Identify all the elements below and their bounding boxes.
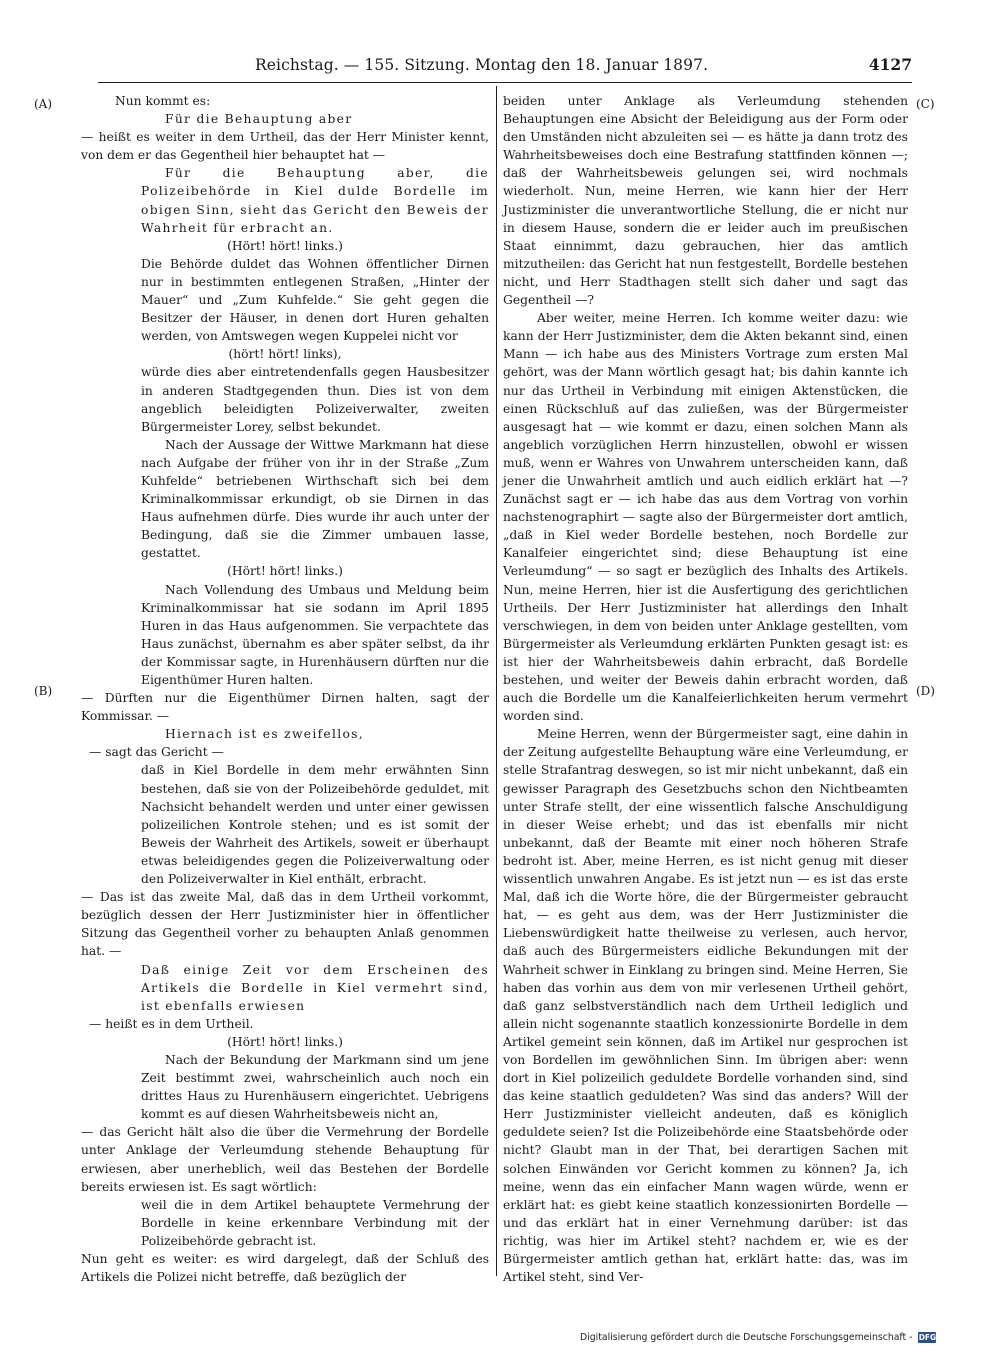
margin-marker-c: (C) (916, 97, 935, 111)
paragraph: — Das ist das zweite Mal, daß das in dem Urtheil vorkommt, bezüglich dessen der Herr Justizminister hier in öffentlicher Sitzung das Gegentheil vorher zu behaupten Anlaß genommen hat. — (81, 890, 489, 959)
quote-paragraph: Die Behörde duldet das Wohnen öffentlicher Dirnen nur in bestimmten entlegenen Straßen, „Hinter der Mauer“ und „Zum Kuhfelde.“ Sie geht gegen die Besitzer der Häuser, in denen dort Huren gehalten werden, von Amtswegen wegen Kuppelei nicht vor (141, 256, 489, 344)
paragraph: Nun geht es weiter: es wird dargelegt, daß der Schluß des Artikels die Polizei nicht betreffe, daß bezüglich der (81, 1252, 489, 1285)
quote-paragraph: daß in Kiel Bordelle in dem mehr erwähnten Sinn bestehen, daß sie von der Polizeibehörde geduldet, mit Nachsicht behandelt werden und unter einer gewissen polizeilichen Kontrole stehen; und es ist somit der Beweis der Wahrheit des Artikels, soweit er überhaupt etwas beleidigendes gegen die Polizeiverwaltung oder den Polizeiverwalter in Kiel enthält, erbracht. (141, 763, 489, 887)
page-footer (580, 1330, 986, 1346)
quote-paragraph: Für die Behauptung aber, die Polizeibehörde in Kiel dulde Bordelle im obigen Sinn, sieht das Gericht den Beweis der Wahrheit für erbracht an. (141, 166, 489, 235)
quote-line: Hiernach ist es zweifellos, (165, 727, 365, 742)
quote-paragraph: Nach Vollendung des Umbaus und Meldung beim Kriminalkommissar hat sie sodann im April 1895 Huren in das Haus aufgenommen. Sie verpachtete das Haus zunächst, übernahm es aber später selbst, da ihr der Kommissar sagte, in Hurenhäusern dürften nur die Eigenthümer Huren halten. (141, 582, 489, 687)
header-rule (98, 82, 912, 83)
quote-paragraph: weil die in dem Artikel behauptete Vermehrung der Bordelle in keine erkennbare Verbindung mit der Polizeibehörde gebracht ist. (141, 1197, 489, 1248)
left-column (81, 92, 489, 1286)
paragraph: — sagt das Gericht — (89, 745, 224, 760)
margin-marker-b: (B) (34, 684, 53, 698)
interjection: (Hört! hört! links.) (227, 238, 343, 253)
interjection: (Hört! hört! links.) (227, 1034, 343, 1049)
footer-credit: Digitalisierung gefördert durch die Deutsche Forschungsgemeinschaft - (580, 1332, 913, 1343)
right-column (503, 92, 908, 1286)
paragraph: Aber weiter, meine Herren. Ich komme weiter dazu: wie kann der Herr Justizminister, dem die Akten bekannt sind, einen Mann — ich habe aus des Ministers Vortrage zum ersten Mal gehört, was der Mann wörtlich gesagt hat; bis dahin kannte ich nur das Urtheil in Verbindung mit einigen Aktenstücken, die einen Rückschluß auf das zuließen, was der Bürgermeister ausgesagt hat — wie kommt er dazu, einen solchen Mann als angeblich vorzüglichen Herrn hinzustellen, obwohl er wissen muß, wenn er Wahres von Unwahrem unterscheiden kann, daß jener die Unwahrheit amtlich und auch eidlich erklärt hat —? Zunächst sagt er — ich habe das aus dem Vortrag von vorhin nachstenographirt — sagte also der Bürgermeister dort amtlich, „daß in Kiel weder Bordelle bestehen, noch Bordelle zur Kanalfeier eingerichtet sind; diese Behauptung ist eine Verleumdung“ — so sagt er bezüglich des Inhalts des Artikels. Nun, meine Herren, hier ist die Ausfertigung des gerichtlichen Urtheils. Der Herr Justizminister hat allerdings den Inhalt verschwiegen, in dem von beiden unter Anklage gestellten, vom Bürgermeister als Verleumdung erklärten Punkten gesagt ist: es ist hier der Wahrheitsbeweis dahin erbracht, daß Bordelle bestehen, und weiter der Beweis dahin erbracht worden, daß auch die Bordelle um die Kanalfeierlichkeiten herum vermehrt worden sind. (503, 311, 908, 724)
paragraph: — das Gericht hält also die über die Vermehrung der Bordelle unter Anklage der Verleumdung stehende Behauptung für erwiesen, aber unerheblich, weil das Bestehen der Bordelle bereits erwiesen ist. Es sagt wörtlich: (81, 1125, 489, 1194)
quote-paragraph: Nach der Bekundung der Markmann sind um jene Zeit bestimmt zwei, wahrscheinlich auch noch ein drittes Haus zu Hurenhäusern eingerichtet. Uebrigens kommt es auf diesen Wahrheitsbeweis nicht an, (141, 1052, 489, 1122)
interjection: (Hört! hört! links.) (227, 564, 343, 579)
column-divider (496, 86, 497, 1276)
page-number: 4127 (868, 55, 912, 74)
quote-paragraph: Daß einige Zeit vor dem Erscheinen des Artikels die Bordelle in Kiel vermehrt sind, ist ebenfalls erwiesen (141, 962, 489, 1013)
paragraph: beiden unter Anklage als Verleumdung stehenden Behauptungen eine Absicht der Beleidigung aus der Form oder den Umständen nicht abzuleiten sei — es hätte ja dann trotz des Wahrheitsbeweises doch eine Bestrafung stattfinden können —; daß der Wahrheitsbeweis gelungen sei, wird nochmals wiederholt. Nun, meine Herren, wie kann hier der Herr Justizminister die unverantwortliche Stellung, die er nicht nur in diesem Hause, sondern die er leider auch im preußischen Staat einnimmt, dazu gebrauchen, hier das amtlich mitzutheilen: das Gericht hat nun festgestellt, Bordelle bestehen nicht, und Herr Stadthagen stellt sich daher und sagt das Gegentheil —? (503, 94, 908, 308)
interjection: (hört! hört! links), (228, 347, 342, 362)
paragraph: Nun kommt es: (115, 94, 211, 108)
quote-line: Für die Behauptung aber (165, 112, 353, 127)
quote-paragraph: Nach der Aussage der Wittwe Markmann hat diese nach Aufgabe der früher von ihr in der Straße „Zum Kuhfelde“ betriebenen Wirthschaft sich bei dem Kriminalkommissar erkundigt, ob sie Dirnen in das Haus aufnehmen dürfe. Dies wurde ihr auch unter der Bedingung, daß sie die Zimmer umbauen lasse, gestattet. (141, 437, 489, 561)
page-header (40, 52, 912, 78)
margin-marker-d: (D) (916, 684, 935, 698)
paragraph: — heißt es in dem Urtheil. (89, 1016, 254, 1031)
quote-paragraph: würde dies aber eintretendenfalls gegen Hausbesitzer in anderen Stadtgegenden thun. Dies ist von dem angeblich beleidigten Polizeiverwalter, zweiten Bürgermeister Lorey, selbst bekundet. (141, 365, 489, 434)
dfg-logo-icon: DFG (918, 1333, 937, 1342)
margin-marker-a: (A) (34, 97, 53, 111)
header-title: Reichstag. — 155. Sitzung. Montag den 18. Januar 1897. (255, 56, 709, 74)
paragraph: — heißt es weiter in dem Urtheil, das der Herr Minister kennt, von dem er das Gegentheil hier behauptet hat — (81, 130, 489, 163)
paragraph: Meine Herren, wenn der Bürgermeister sagt, eine dahin in der Zeitung aufgestellte Behauptung wäre eine Verleumdung, er stelle Strafantrag deswegen, so ist mir nicht unbekannt, daß ein gewisser Paragraph des Gesetzbuchs schon den Nichtbeamten unter Strafe stellt, der eine wissentlich falsche Anschuldigung in dieser Weise erhebt; und das ist ebenfalls mir nicht unbekannt, daß der Beamte mit einer noch höheren Strafe bedroht ist. Aber, meine Herren, es ist nicht genug mit dieser wissentlich unwahren Angabe. Es ist jetzt nun — es ist das erste Mal, daß ich die Worte höre, die der Bürgermeister gebraucht hat, — es geht aus dem, was der Herr Justizminister die Liebenswürdigkeit hatte theilweise zu verlesen, auch hervor, daß auch des Bürgermeisters eidliche Bekundungen mit der Wahrheit schwer in Einklang zu bringen sind. Meine Herren, Sie haben das vorhin aus dem von mir verlesenen Urtheil gehört, daß ganz selbstverständlich nach dem Urtheil lediglich und allein nicht sogenannte staatlich konzessionirte Bordelle in dem Artikel gemeint sein können, daß im Artikel nur gesprochen ist von Bordellen im gewöhnlichen Sinn. Im übrigen aber: wenn dort in Kiel polizeilich geduldete Bordelle vorhanden sind, sind das keine staatlich geduldeten? Was sind das anders? Will der Herr Justizminister vielleicht andeuten, daß es königlich geduldete seien? Ist die Polizeibehörde eine Staatsbehörde oder nicht? Glaubt man in der That, bei derartigen Sachen mit solchen Einwänden vor Gericht kommen zu können? Ja, ich meine, wenn das ein einfacher Mann wagen würde, wenn er erklärt hat: es giebt keine staatlich konzessionirten Bordelle — und das erklärt hat in einer Vernehmung darüber: ist das richtig, was hier im Artikel steht? nachdem er, wie es der Bürgermeister amtlich gethan hat, erklärt hatte: das, was im Artikel steht, sind Ver- (503, 727, 908, 1285)
paragraph: — Dürften nur die Eigenthümer Dirnen halten, sagt der Kommissar. — (81, 691, 489, 724)
